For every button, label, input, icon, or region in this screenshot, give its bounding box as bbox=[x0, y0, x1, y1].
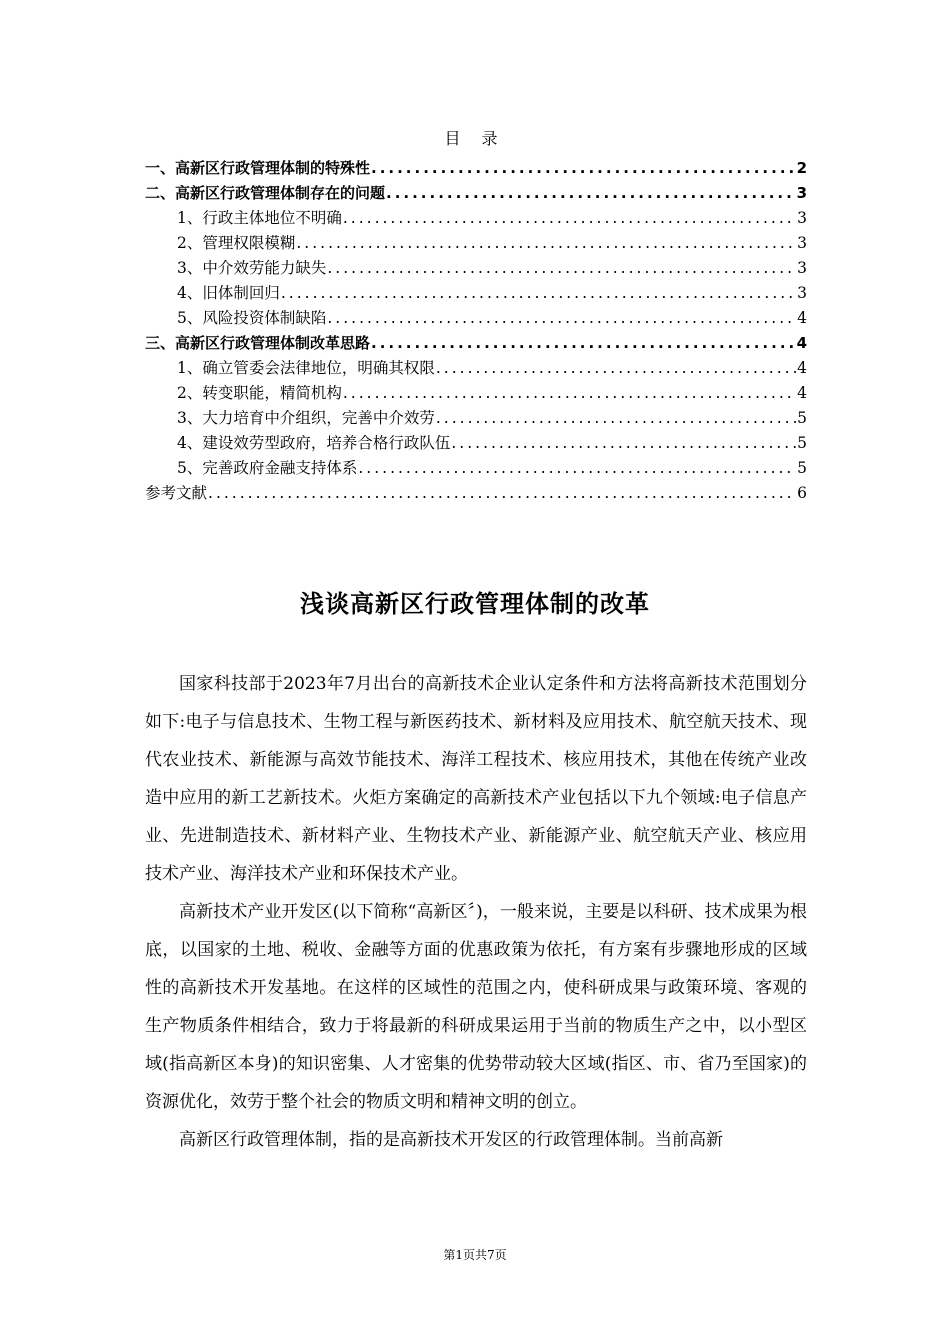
toc-entry[interactable] bbox=[145, 281, 807, 306]
toc-entry-label: 参考文献 bbox=[145, 484, 208, 502]
toc-entry-label: 一、高新区行政管理体制的特殊性 bbox=[145, 159, 371, 177]
toc-entry[interactable] bbox=[145, 456, 807, 481]
toc-entry-label: 5、风险投资体制缺陷 bbox=[177, 309, 327, 327]
toc-entry[interactable] bbox=[145, 356, 807, 381]
toc-entry[interactable] bbox=[145, 306, 807, 331]
toc-entry-page: 4 bbox=[797, 359, 807, 377]
toc-entry[interactable] bbox=[145, 156, 807, 181]
toc-entry-label: 1、行政主体地位不明确 bbox=[177, 209, 342, 227]
toc-entry[interactable] bbox=[145, 206, 807, 231]
toc-entry-page: 3 bbox=[797, 234, 807, 252]
toc-entry-page: 5 bbox=[797, 434, 807, 452]
toc-entry-page: 5 bbox=[797, 459, 807, 477]
toc-leader-dots bbox=[327, 306, 796, 331]
document-body bbox=[145, 665, 807, 1159]
toc-leader-dots bbox=[296, 231, 796, 256]
toc-entry-page: 4 bbox=[797, 309, 807, 327]
toc-leader-dots bbox=[343, 206, 796, 231]
toc-leader-dots bbox=[358, 456, 796, 481]
toc-entry-label: 三、高新区行政管理体制改革思路 bbox=[145, 334, 371, 352]
toc-leader-dots bbox=[451, 431, 796, 456]
toc-leader-dots bbox=[327, 256, 796, 281]
toc-leader-dots bbox=[208, 481, 796, 506]
toc-entry-label: 5、完善政府金融支持体系 bbox=[177, 459, 358, 477]
toc-entry-label: 4、旧体制回归 bbox=[177, 284, 280, 302]
toc-entry-page: 3 bbox=[797, 209, 807, 227]
toc-entry[interactable] bbox=[145, 331, 807, 356]
toc-leader-dots bbox=[436, 356, 796, 381]
toc-entry-label: 二、高新区行政管理体制存在的问题 bbox=[145, 184, 386, 202]
toc-entry[interactable] bbox=[145, 256, 807, 281]
body-paragraph: 国家科技部于2023年7月出台的高新技术企业认定条件和方法将高新技术范围划分如下:电子与信息技术、生物工程与新医药技术、新材料及应用技术、航空航天技术、现代农业技术、新能源与高效节能技术、海洋工程技术、核应用技术，其他在传统产业改造中应用的新工艺新技术。火炬方案确定的高新技术产业包括以下九个领域:电子信息产业、先进制造技术、新材料产业、生物技术产业、新能源产业、航空航天产业、核应用技术产业、海洋技术产业和环保技术产业。 bbox=[145, 674, 807, 884]
toc-leader-dots bbox=[386, 181, 796, 206]
toc-entry-page: 6 bbox=[797, 484, 807, 502]
toc-entry-page: 5 bbox=[797, 409, 807, 427]
toc-leader-dots bbox=[371, 156, 796, 181]
toc-entry[interactable] bbox=[145, 481, 807, 506]
toc-entry-page: 3 bbox=[797, 259, 807, 277]
body-paragraph: 高新区行政管理体制，指的是高新技术开发区的行政管理体制。当前高新 bbox=[179, 1130, 723, 1150]
toc-entry[interactable] bbox=[145, 406, 807, 431]
toc-entry-label: 4、建设效劳型政府，培养合格行政队伍 bbox=[177, 434, 451, 452]
toc-entry-page: 3 bbox=[796, 184, 807, 202]
toc-entry-page: 3 bbox=[797, 284, 807, 302]
toc-entry-page: 4 bbox=[796, 334, 807, 352]
toc-entry-label: 3、大力培育中介组织，完善中介效劳 bbox=[177, 409, 435, 427]
body-paragraph: 高新技术产业开发区(以下简称“高新区〞)，一般来说，主要是以科研、技术成果为根底，以国家的土地、税收、金融等方面的优惠政策为依托，有方案有步骤地形成的区域性的高新技术开发基地。在这样的区域性的范围之内，使科研成果与政策环境、客观的生产物质条件相结合，致力于将最新的科研成果运用于当前的物质生产之中，以小型区域(指高新区本身)的知识密集、人才密集的优势带动较大区域(指区、市、省乃至国家)的资源优化，效劳于整个社会的物质文明和精神文明的创立。 bbox=[145, 902, 807, 1112]
toc-leader-dots bbox=[436, 406, 796, 431]
toc-entry-label: 3、中介效劳能力缺失 bbox=[177, 259, 327, 277]
toc-entry-page: 4 bbox=[797, 384, 807, 402]
toc-leader-dots bbox=[371, 331, 796, 356]
toc-entry[interactable] bbox=[145, 381, 807, 406]
toc-title: 目 录 bbox=[444, 129, 506, 148]
toc-entry-label: 2、转变职能，精简机构 bbox=[177, 384, 342, 402]
toc-entry[interactable] bbox=[145, 431, 807, 456]
toc-entry[interactable] bbox=[145, 231, 807, 256]
page-footer: 第1页共7页 bbox=[443, 1248, 507, 1262]
table-of-contents bbox=[145, 156, 807, 506]
toc-entry-page: 2 bbox=[796, 159, 807, 177]
toc-entry-label: 1、确立管委会法律地位，明确其权限 bbox=[177, 359, 435, 377]
document-title: 浅谈高新区行政管理体制的改革 bbox=[300, 590, 650, 618]
toc-entry-label: 2、管理权限模糊 bbox=[177, 234, 296, 252]
toc-leader-dots bbox=[343, 381, 796, 406]
toc-leader-dots bbox=[281, 281, 796, 306]
toc-entry[interactable] bbox=[145, 181, 807, 206]
